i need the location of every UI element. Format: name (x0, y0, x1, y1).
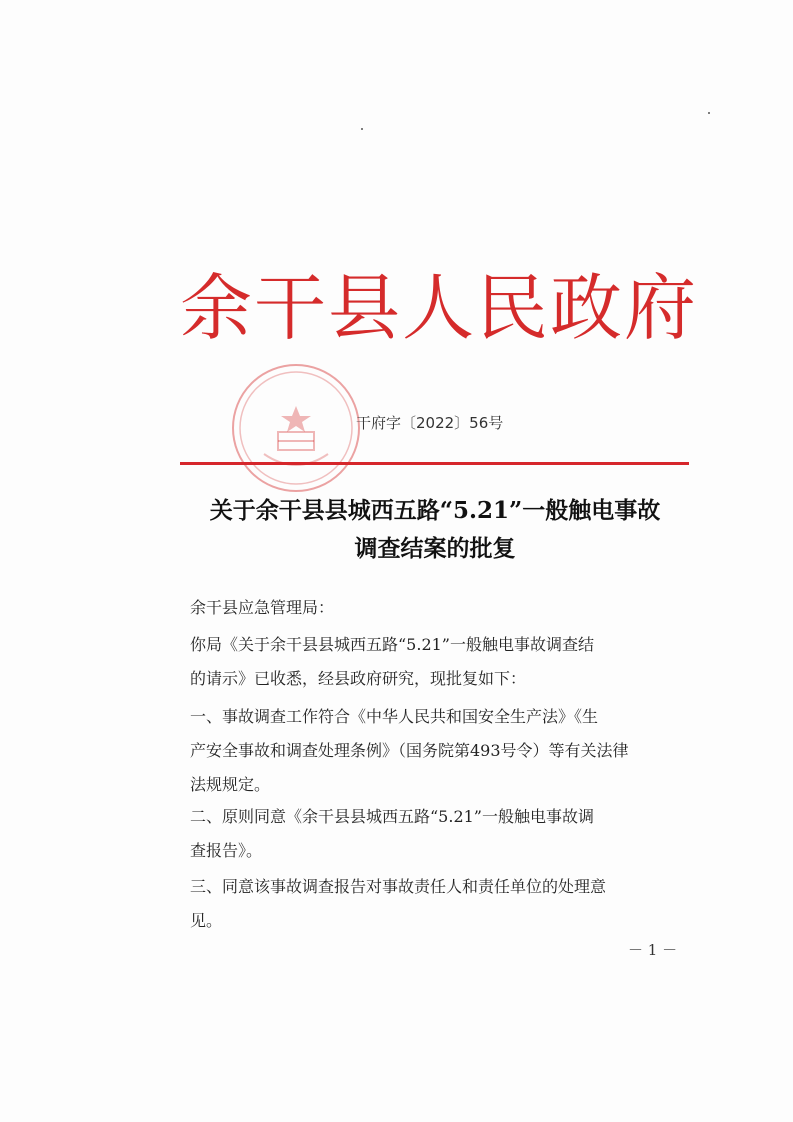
paragraph-line: 查报告》。 (190, 841, 263, 860)
paragraph-line: 的请示》已收悉，经县政府研究，现批复如下： (190, 669, 527, 688)
title-line: 关于余干县县城西五路“5.21”一般触电事故 (209, 497, 661, 524)
official-seal-stamp (232, 364, 360, 492)
scan-speck (708, 112, 710, 114)
paragraph-line: 二、原则同意《余干县县城西五路“5.21”一般触电事故调 (190, 807, 594, 826)
body-paragraph (190, 633, 690, 691)
red-divider-rule (180, 462, 689, 465)
page-number: － 1 － (628, 941, 678, 959)
scan-speck (361, 128, 363, 130)
paragraph-line: 产安全事故和调查处理条例》（国务院第493号令）等有关法律 (190, 741, 629, 760)
document-title (170, 492, 700, 568)
issuing-authority-header: 余干县人民政府 (180, 266, 699, 350)
body-paragraph (190, 805, 690, 863)
paragraph-line: 你局《关于余干县县城西五路“5.21”一般触电事故调查结 (190, 635, 594, 654)
paragraph-line: 三、同意该事故调查报告对事故责任人和责任单位的处理意 (190, 877, 607, 896)
paragraph-line: 一、事故调查工作符合《中华人民共和国安全生产法》《生 (190, 707, 599, 726)
body-paragraph (190, 705, 690, 797)
paragraph-line: 法规规定。 (190, 775, 271, 794)
document-number: 干府字〔2022〕56号 (356, 414, 504, 432)
body-paragraph (190, 875, 690, 933)
paragraph-line: 见。 (190, 911, 223, 930)
title-line: 调查结案的批复 (354, 535, 516, 562)
seal-emblem (234, 366, 358, 490)
salutation: 余干县应急管理局： (190, 598, 335, 617)
